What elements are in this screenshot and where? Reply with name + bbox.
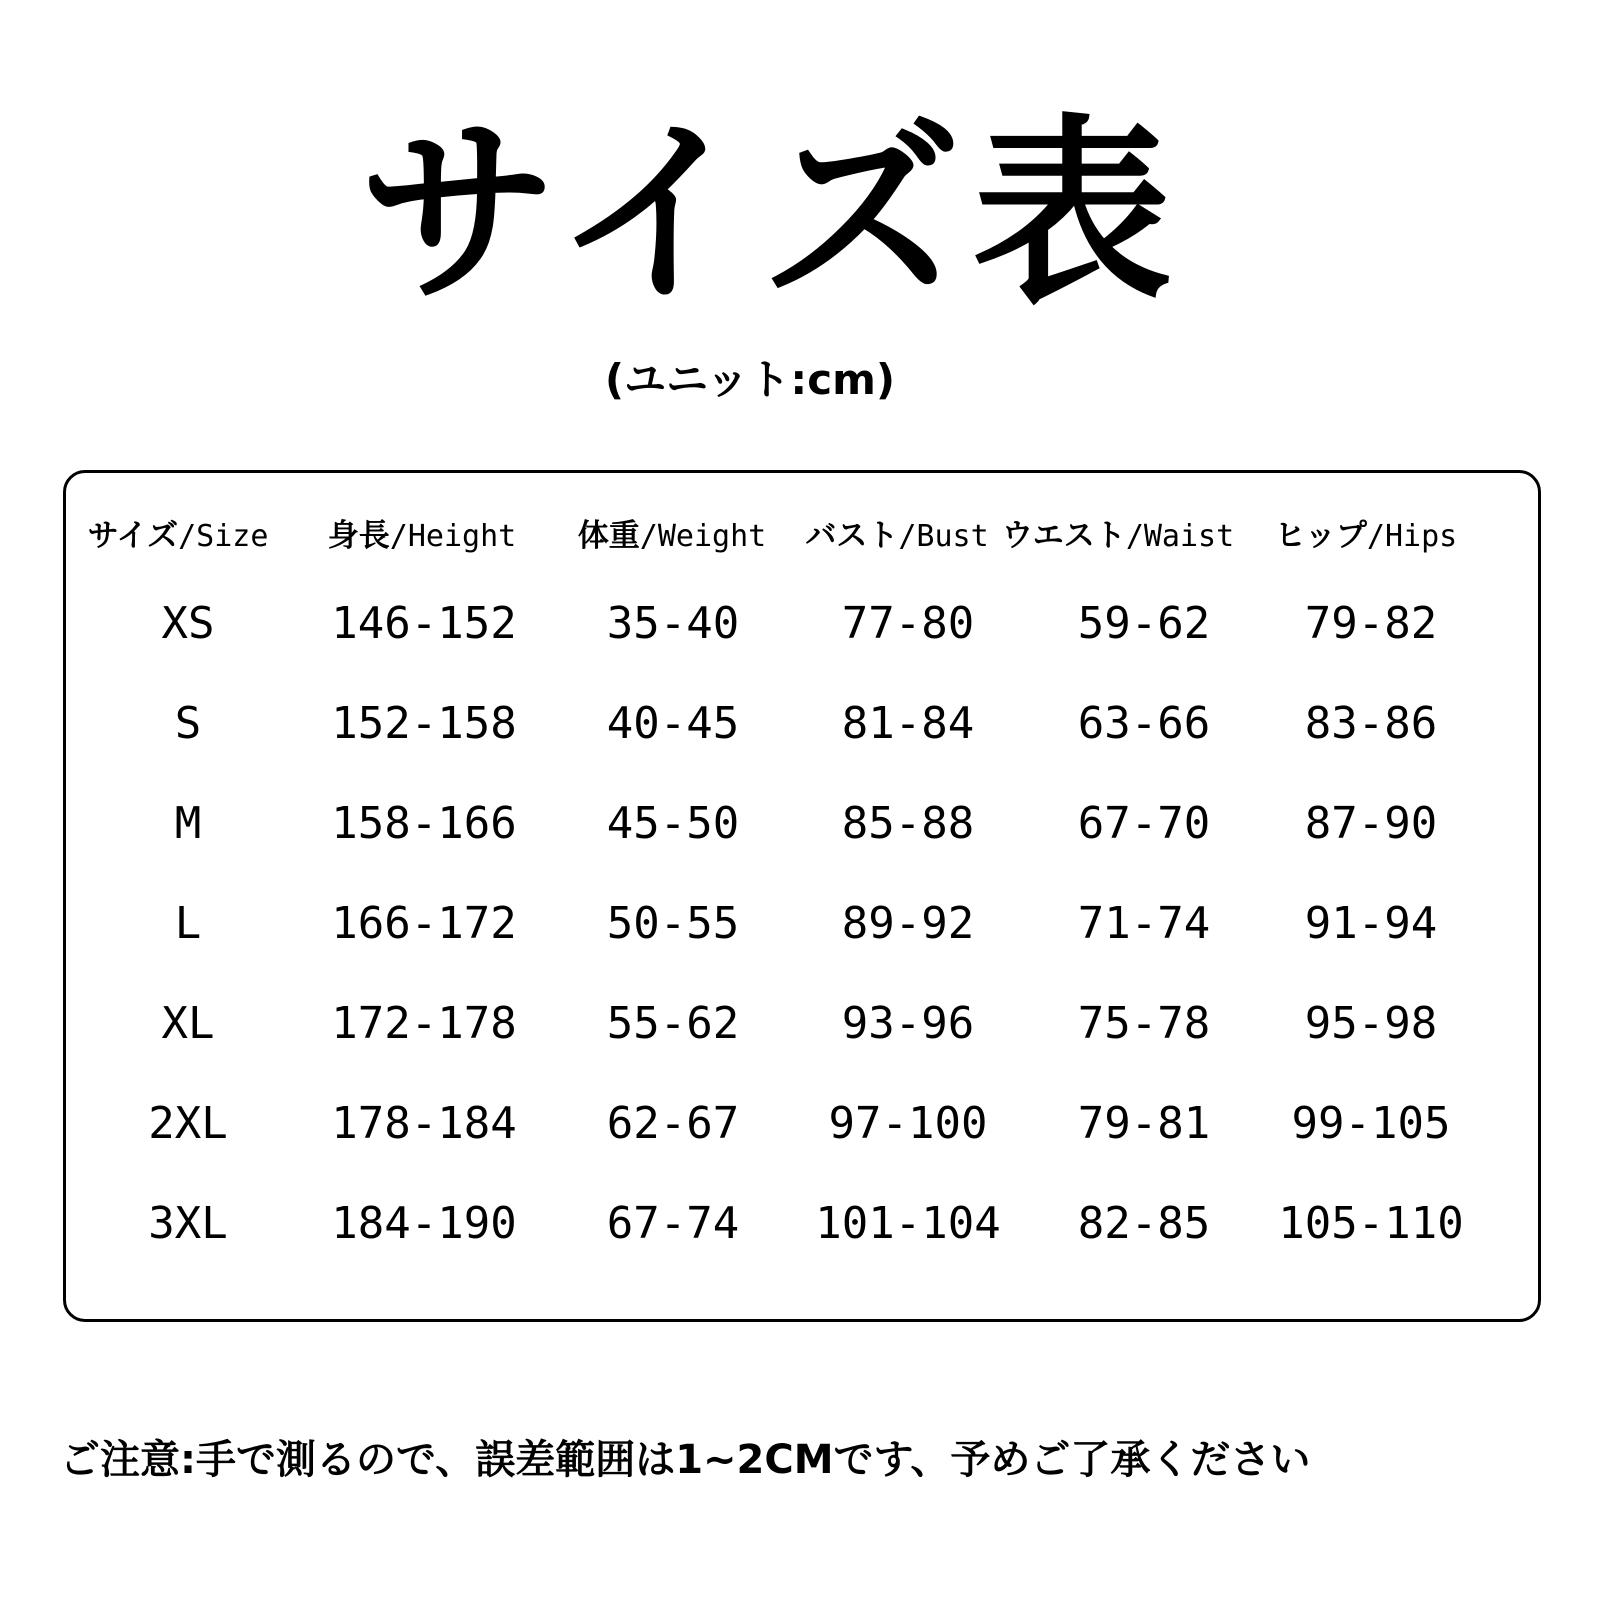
cell-bust: 97-100 [828,1098,988,1149]
cell-hips: 95-98 [1304,998,1438,1049]
cell-waist: 67-70 [1077,798,1211,849]
table-row [66,694,1538,754]
cell-waist: 82-85 [1077,1198,1211,1249]
cell-waist: 63-66 [1077,698,1211,749]
cell-waist: 79-81 [1077,1098,1211,1149]
table-row [66,1094,1538,1154]
cell-size: XL [161,998,215,1049]
size-table [63,470,1541,1322]
table-row [66,1194,1538,1254]
cell-size: L [174,898,202,949]
cell-weight: 35-40 [606,598,740,649]
cell-hips: 87-90 [1304,798,1438,849]
table-row [66,894,1538,954]
cell-size: M [174,798,202,849]
header-height-en: /Height [389,519,517,554]
header-weight-jp: 体重 [577,518,640,554]
cell-hips: 83-86 [1304,698,1438,749]
table-body [66,473,1538,1319]
cell-size: S [174,698,202,749]
cell-bust: 81-84 [841,698,975,749]
cell-weight: 62-67 [606,1098,740,1149]
table-row [66,994,1538,1054]
header-hips-en: /Hips [1366,519,1458,554]
header-size-jp: サイズ [87,518,179,554]
table-row [66,594,1538,654]
header-height-jp: 身長 [327,518,390,554]
header-weight-en: /Weight [639,519,767,554]
cell-weight: 67-74 [606,1198,740,1249]
cell-hips: 99-105 [1291,1098,1451,1149]
cell-hips: 105-110 [1278,1198,1464,1249]
cell-size: 3XL [148,1198,228,1249]
cell-waist: 71-74 [1077,898,1211,949]
cell-height: 166-172 [331,898,517,949]
unit-label: (ユニット:cm) [604,355,896,404]
header-bust-en: /Bust [898,519,989,554]
cell-height: 172-178 [331,998,517,1049]
cell-height: 178-184 [331,1098,517,1149]
header-hips-jp: ヒップ [1274,518,1367,554]
cell-bust: 89-92 [841,898,975,949]
header-bust-jp: バスト [805,518,899,554]
cell-bust: 101-104 [815,1198,1001,1249]
header-waist-jp: ウエスト [1001,518,1126,554]
cell-bust: 85-88 [841,798,975,849]
header-waist-en: /Waist [1125,519,1235,554]
cell-height: 146-152 [331,598,517,649]
cell-height: 158-166 [331,798,517,849]
cell-weight: 40-45 [606,698,740,749]
cell-height: 152-158 [331,698,517,749]
cell-waist: 75-78 [1077,998,1211,1049]
cell-weight: 55-62 [606,998,740,1049]
measurement-note: ご注意:手で測るので、誤差範囲は1~2CMです、予めご了承ください [60,1437,1311,1483]
cell-weight: 45-50 [606,798,740,849]
cell-hips: 79-82 [1304,598,1438,649]
cell-height: 184-190 [331,1198,517,1249]
cell-waist: 59-62 [1077,598,1211,649]
cell-weight: 50-55 [606,898,740,949]
page-title: サイズ表 [357,98,1182,331]
cell-hips: 91-94 [1304,898,1438,949]
cell-size: XS [161,598,215,649]
cell-bust: 93-96 [841,998,975,1049]
cell-bust: 77-80 [841,598,975,649]
table-row [66,794,1538,854]
cell-size: 2XL [148,1098,228,1149]
header-size-en: /Size [178,519,269,554]
